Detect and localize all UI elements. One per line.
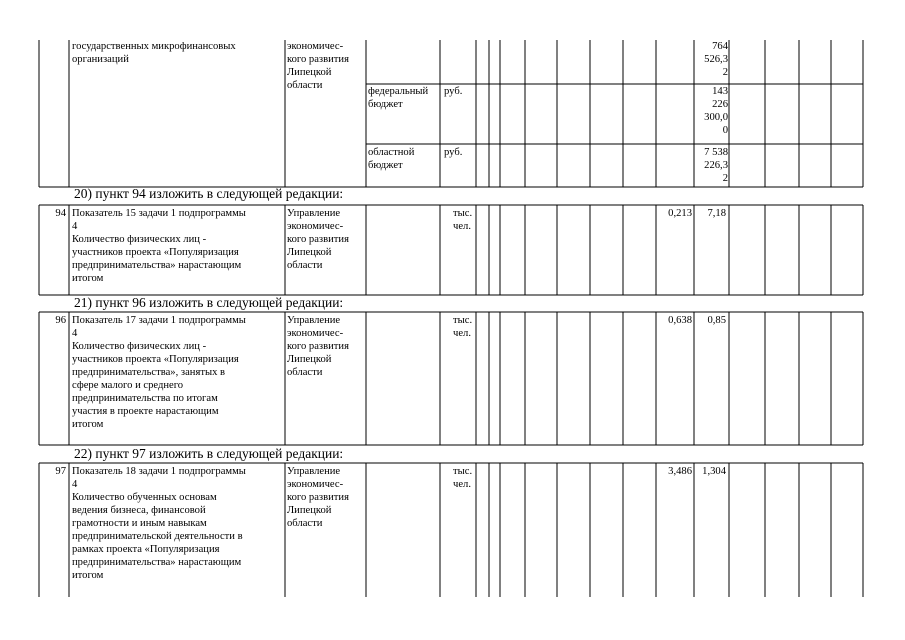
value-b: 7,18	[707, 208, 726, 219]
heading-item-22: 22) пункт 97 изложить в следующей редакции:	[74, 446, 344, 461]
heading-item-20: 20) пункт 94 изложить в следующей редакции:	[74, 186, 344, 201]
heading-item-21: 21) пункт 96 изложить в следующей редакции:	[74, 295, 344, 310]
indicator-text: Показатель 15 задачи 1 подпрограммы 4 Количество физических лиц - участников проекта «Популяризация предпринимательства» нарастающим итогом	[72, 208, 246, 284]
budget-total-value: 764 526,3 2	[704, 41, 728, 78]
regional-budget-label: областной бюджет	[368, 147, 415, 171]
unit-text: тыс. чел.	[453, 315, 473, 339]
indicator-text: государственных микрофинансовых организаций	[72, 41, 236, 65]
value-a: 0,213	[668, 208, 692, 219]
row-number: 97	[55, 466, 66, 477]
federal-budget-value: 143 226 300,0 0	[704, 86, 728, 136]
indicator-text: Показатель 18 задачи 1 подпрограммы 4 Количество обученных основам ведения бизнеса, финансовой грамотности и иным навыкам предпринимательской деятельности в рамках проекта «Популяризация предпринимательства» нарастающим итогом	[72, 466, 246, 581]
executor-text: Управление экономичес- кого развития Липецкой области	[287, 208, 349, 271]
executor-text: Управление экономичес- кого развития Липецкой области	[287, 315, 349, 378]
unit-text: тыс. чел.	[453, 466, 473, 490]
value-a: 0,638	[668, 315, 692, 326]
row-number: 96	[55, 315, 66, 326]
executor-text: Управление экономичес- кого развития Липецкой области	[287, 466, 349, 529]
value-a: 3,486	[668, 466, 692, 477]
federal-budget-label: федеральный бюджет	[368, 86, 429, 110]
value-b: 0,85	[707, 315, 726, 326]
regional-budget-unit: руб.	[444, 147, 463, 158]
indicator-text: Показатель 17 задачи 1 подпрограммы 4 Количество физических лиц - участников проекта «Популяризация предпринимательства», занятых в сфере малого и среднего предпринимательства по итогам участия в проекте нарастающим итогом	[72, 315, 246, 430]
unit-text: тыс. чел.	[453, 208, 473, 232]
value-b: 1,304	[702, 466, 726, 477]
regional-budget-value: 7 538 226,3 2	[704, 147, 728, 184]
federal-budget-unit: руб.	[444, 86, 463, 97]
row-number: 94	[55, 208, 66, 219]
executor-text: экономичес- кого развития Липецкой области	[287, 41, 349, 91]
